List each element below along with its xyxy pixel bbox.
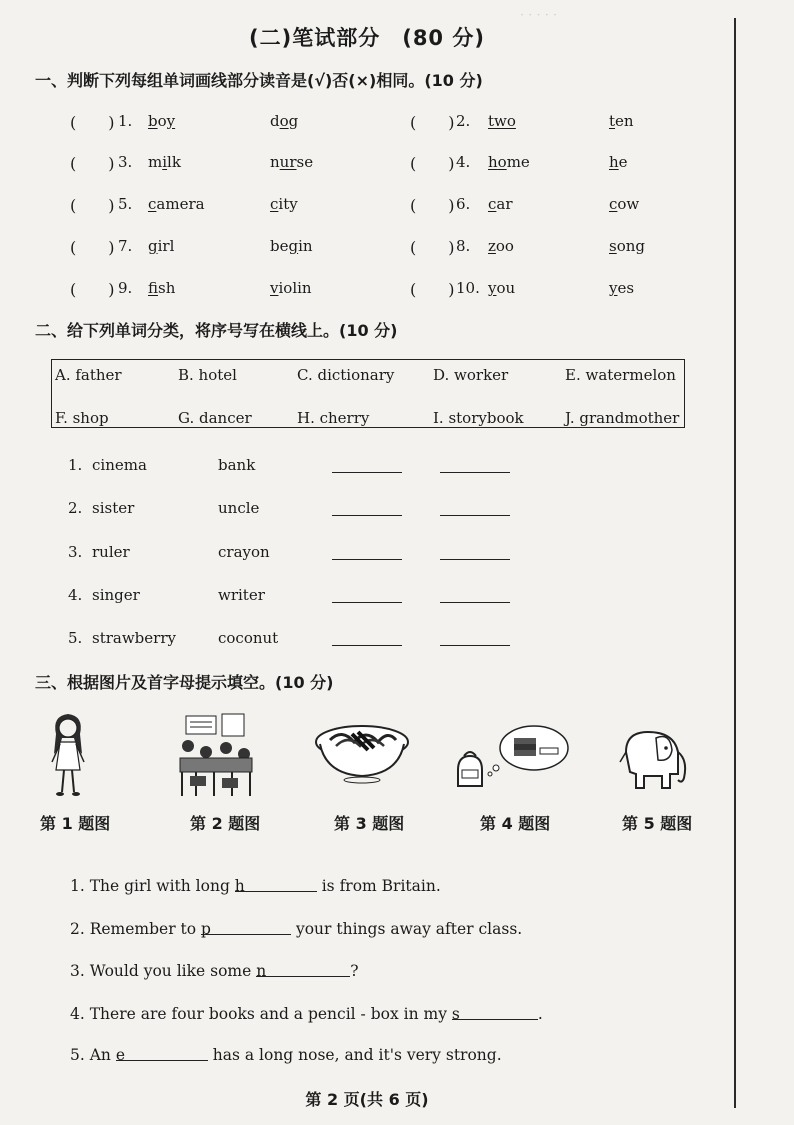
answer-blank <box>440 602 510 603</box>
underlined-letters: c <box>609 195 618 213</box>
given-word: ruler <box>92 543 130 561</box>
fill-in-sentence <box>70 1005 543 1023</box>
classroom-picture <box>176 712 256 800</box>
item-number: 2. <box>456 112 471 130</box>
underlined-letters: f <box>148 279 159 297</box>
word-first <box>148 153 181 171</box>
underlined-letters: wo <box>494 112 516 130</box>
word-part: ow <box>617 195 640 213</box>
sentence-text: 3. Would you like some <box>70 962 257 980</box>
fill-in-sentence <box>70 920 522 938</box>
answer-blank <box>440 515 510 516</box>
word-part: ar <box>496 195 513 213</box>
word-part: g <box>288 112 299 130</box>
word-first <box>488 112 516 130</box>
word-second <box>609 112 634 130</box>
word-first <box>488 279 515 297</box>
word-first <box>488 237 514 255</box>
item-number: 6. <box>456 195 471 213</box>
row-number: 5. <box>68 629 83 647</box>
word-part: ou <box>496 279 516 297</box>
word-second <box>609 195 639 213</box>
answer-blank <box>440 645 510 646</box>
word-part: amera <box>156 195 205 213</box>
word-part: ish <box>158 279 176 297</box>
page-title: (二)笔试部分 (80 分) <box>249 26 485 50</box>
word-second <box>270 237 313 255</box>
row-number: 1. <box>68 456 83 474</box>
fill-in-sentence <box>70 1046 502 1064</box>
word-bank-item: H. cherry <box>297 409 370 427</box>
word-first <box>148 279 175 297</box>
hint-letter: e <box>115 1046 126 1064</box>
word-part: o <box>157 112 167 130</box>
word-bank-item: E. watermelon <box>565 366 676 384</box>
page-margin-line <box>734 18 736 1108</box>
word-bank-item: A. father <box>55 366 122 384</box>
answer-parens: ( ) <box>410 238 455 257</box>
fill-blank <box>115 1046 208 1064</box>
girl-long-hair-picture <box>46 708 90 800</box>
fill-blank <box>201 920 291 938</box>
answer-blank <box>332 472 402 473</box>
section1-heading: 一、判断下列每组单词画线部分读音是(√)否(×)相同。(10 分) <box>35 71 483 90</box>
underlined-letters: z <box>488 237 496 255</box>
word-first <box>488 153 530 171</box>
word-part: d <box>270 112 280 130</box>
item-number: 1. <box>118 112 133 130</box>
item-number: 8. <box>456 237 471 255</box>
underlined-letters: b <box>148 112 158 130</box>
word-second <box>609 279 634 297</box>
word-bank-item: J. grandmother <box>565 409 680 427</box>
item-number: 3. <box>118 153 133 171</box>
word-part: iolin <box>278 279 312 297</box>
word-part: ity <box>278 195 298 213</box>
picture-caption: 第 5 题图 <box>622 814 693 833</box>
word-first <box>488 195 513 213</box>
answer-blank <box>332 559 402 560</box>
answer-parens: ( ) <box>70 154 115 173</box>
underlined-letters: y <box>166 112 176 130</box>
answer-parens: ( ) <box>70 113 115 132</box>
picture-caption: 第 2 题图 <box>190 814 261 833</box>
item-number: 7. <box>118 237 133 255</box>
sentence-text: is from Britain. <box>316 877 441 895</box>
fill-blank <box>234 877 317 895</box>
underlined-letters: i <box>162 153 168 171</box>
word-first <box>148 112 175 130</box>
answer-parens: ( ) <box>410 280 455 299</box>
elephant-picture <box>612 722 692 794</box>
word-part: es <box>617 279 635 297</box>
schoolbag-picture <box>452 722 570 792</box>
underlined-letters: c <box>270 195 279 213</box>
answer-parens: ( ) <box>410 196 455 215</box>
word-part: lk <box>167 153 181 171</box>
row-number: 4. <box>68 586 83 604</box>
picture-caption: 第 1 题图 <box>40 814 111 833</box>
sentence-text: your things away after class. <box>291 920 523 938</box>
word-part: e <box>618 153 628 171</box>
word-bank-item: I. storybook <box>433 409 524 427</box>
answer-parens: ( ) <box>410 154 455 173</box>
item-number: 5. <box>118 195 133 213</box>
word-bank-item: D. worker <box>433 366 509 384</box>
underlined-letters: t <box>609 112 616 130</box>
item-number: 9. <box>118 279 133 297</box>
bleed-through-text: · · · · · <box>520 8 558 23</box>
given-word: sister <box>92 499 135 517</box>
underlined-letters: h <box>488 153 498 171</box>
word-first <box>148 237 174 255</box>
underlined-letters: ur <box>279 153 297 171</box>
word-bank-box <box>51 359 685 428</box>
answer-parens: ( ) <box>410 113 455 132</box>
word-bank-item: C. dictionary <box>297 366 395 384</box>
word-part: en <box>615 112 634 130</box>
underlined-letters: v <box>270 279 279 297</box>
word-second <box>609 153 628 171</box>
given-word: coconut <box>218 629 279 647</box>
picture-caption: 第 3 题图 <box>334 814 405 833</box>
hint-letter: h <box>234 877 245 895</box>
word-part: ong <box>616 237 645 255</box>
answer-blank <box>332 602 402 603</box>
underlined-letters: c <box>148 195 157 213</box>
answer-blank <box>332 645 402 646</box>
word-second <box>270 279 312 297</box>
underlined-letters: o <box>279 112 289 130</box>
underlined-letters: c <box>488 195 497 213</box>
hint-letter: n <box>256 962 267 980</box>
underlined-letters: s <box>609 237 617 255</box>
hint-letter: s <box>451 1005 460 1023</box>
sentence-text: 4. There are four books and a pencil - box in my <box>70 1005 452 1023</box>
fill-in-sentence <box>70 877 441 895</box>
given-word: uncle <box>218 499 260 517</box>
underlined-letters: o <box>497 153 507 171</box>
answer-parens: ( ) <box>70 196 115 215</box>
sentence-text: ? <box>350 962 359 980</box>
word-part: me <box>506 153 530 171</box>
fill-blank <box>451 1005 538 1023</box>
word-part: in <box>298 237 313 255</box>
word-second <box>270 195 298 213</box>
given-word: writer <box>218 586 265 604</box>
answer-blank <box>440 559 510 560</box>
underlined-letters: g <box>148 237 158 255</box>
word-part: se <box>296 153 314 171</box>
word-second <box>270 112 298 130</box>
given-word: bank <box>218 456 256 474</box>
row-number: 2. <box>68 499 83 517</box>
given-word: cinema <box>92 456 147 474</box>
fill-blank <box>256 962 350 980</box>
sentence-text: . <box>537 1005 543 1023</box>
underlined-letters: h <box>609 153 619 171</box>
item-number: 4. <box>456 153 471 171</box>
section3-heading: 三、根据图片及首字母提示填空。(10 分) <box>35 673 334 692</box>
hint-letter: p <box>201 920 211 938</box>
word-bank-item: F. shop <box>55 409 109 427</box>
word-bank-item: B. hotel <box>178 366 237 384</box>
fill-in-sentence <box>70 962 359 980</box>
word-part: oo <box>495 237 514 255</box>
sentence-text: 1. The girl with long <box>70 877 235 895</box>
noodles-bowl-picture <box>312 720 412 784</box>
answer-parens: ( ) <box>70 280 115 299</box>
sentence-text: 5. An <box>70 1046 116 1064</box>
given-word: strawberry <box>92 629 176 647</box>
row-number: 3. <box>68 543 83 561</box>
word-part: n <box>270 153 280 171</box>
answer-blank <box>440 472 510 473</box>
sentence-text: has a long nose, and it's very strong. <box>207 1046 502 1064</box>
answer-parens: ( ) <box>70 238 115 257</box>
word-part: irl <box>157 237 175 255</box>
given-word: crayon <box>218 543 270 561</box>
underlined-letters: g <box>288 237 299 255</box>
underlined-letters: t <box>488 112 495 130</box>
underlined-letters: y <box>609 279 618 297</box>
word-first <box>148 195 205 213</box>
item-number: 10. <box>456 279 480 297</box>
word-second <box>609 237 645 255</box>
sentence-text: 2. Remember to <box>70 920 202 938</box>
word-part: m <box>148 153 163 171</box>
word-second <box>270 153 313 171</box>
given-word: singer <box>92 586 140 604</box>
section2-heading: 二、给下列单词分类，将序号写在横线上。(10 分) <box>35 321 398 340</box>
underlined-letters: y <box>488 279 497 297</box>
page-footer: 第 2 页(共 6 页) <box>305 1090 429 1109</box>
word-bank-item: G. dancer <box>178 409 252 427</box>
word-part: be <box>270 237 289 255</box>
picture-caption: 第 4 题图 <box>480 814 551 833</box>
answer-blank <box>332 515 402 516</box>
